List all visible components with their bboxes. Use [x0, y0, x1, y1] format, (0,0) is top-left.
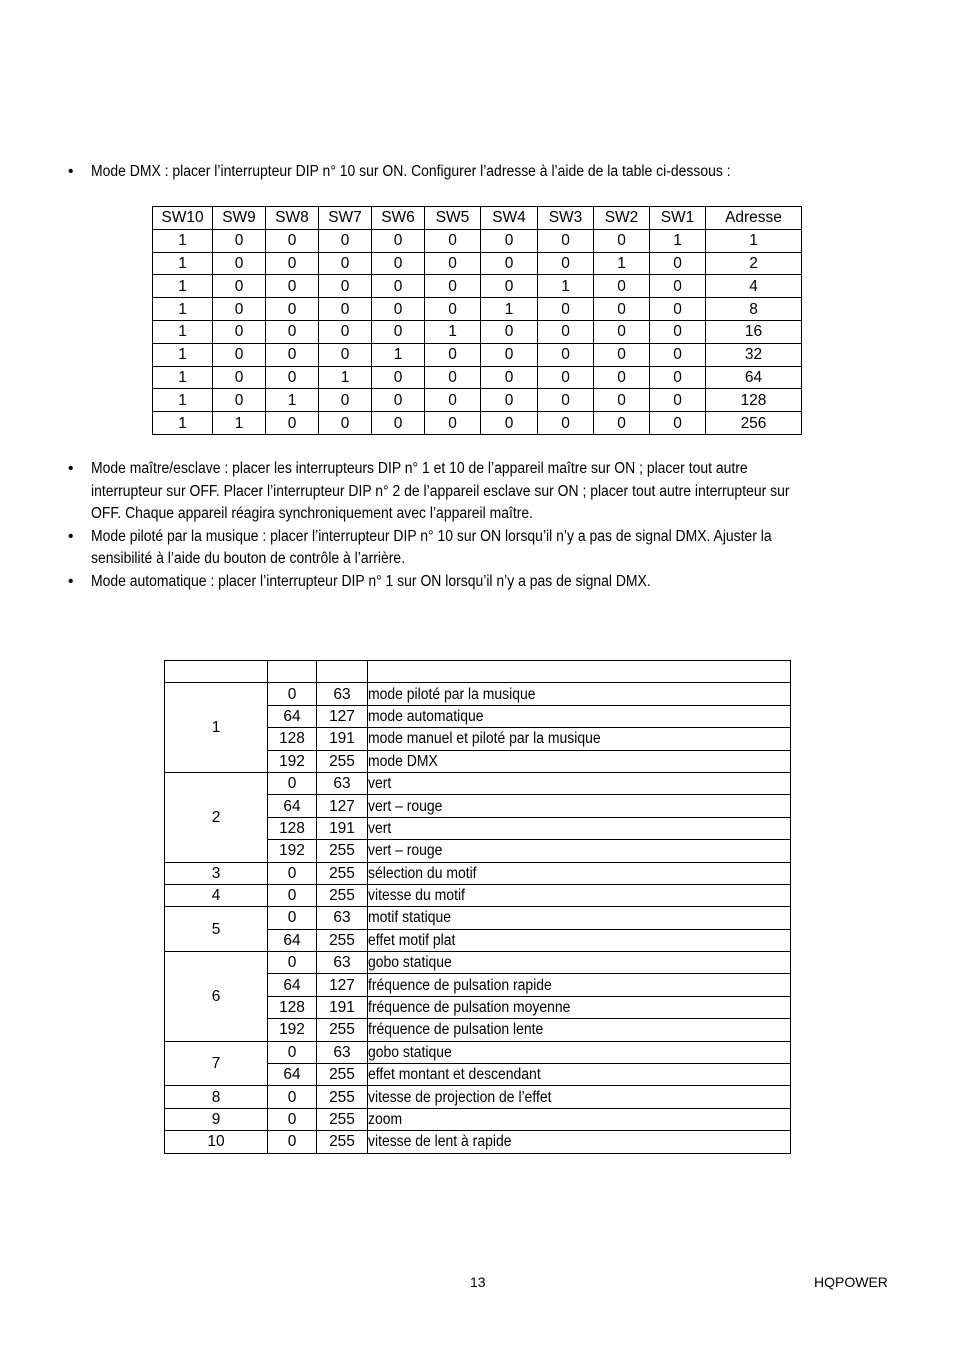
switch-cell: 0	[650, 320, 706, 343]
table-row	[153, 366, 802, 389]
channel-cell: 4	[165, 884, 268, 906]
column-header	[268, 661, 317, 683]
column-header: SW8	[266, 207, 319, 230]
range-from-cell: 64	[268, 795, 317, 817]
switch-cell: 0	[538, 366, 594, 389]
switch-cell: 0	[319, 412, 372, 435]
description-text: gobo statique	[368, 954, 452, 972]
description-cell	[368, 1019, 791, 1041]
table-row	[165, 1086, 791, 1108]
switch-cell: 0	[481, 252, 538, 275]
range-from-cell: 128	[268, 996, 317, 1018]
range-to-cell: 255	[317, 1131, 368, 1153]
channel-cell: 6	[165, 952, 268, 1042]
range-from-cell: 0	[268, 1131, 317, 1153]
description-cell	[368, 1108, 791, 1130]
column-header: SW10	[153, 207, 213, 230]
switch-cell: 0	[425, 389, 481, 412]
table-row	[165, 1041, 791, 1063]
switch-cell: 0	[372, 320, 425, 343]
switch-cell: 0	[372, 252, 425, 275]
switch-cell: 0	[650, 298, 706, 321]
range-to-cell: 255	[317, 1108, 368, 1130]
description-text: vitesse du motif	[368, 887, 465, 905]
bullet-symbol: •	[68, 460, 74, 477]
range-from-cell: 64	[268, 705, 317, 727]
description-cell	[368, 728, 791, 750]
switch-cell: 0	[481, 366, 538, 389]
bullet-text-line: Mode piloté par la musique : placer l’interrupteur DIP n° 10 sur ON lorsqu’il n’y a pas de signal DMX. Ajuster la	[91, 527, 772, 545]
description-cell	[368, 683, 791, 705]
switch-cell: 0	[213, 366, 266, 389]
table-row	[165, 683, 791, 705]
description-cell	[368, 795, 791, 817]
range-from-cell: 0	[268, 1041, 317, 1063]
description-cell	[368, 1086, 791, 1108]
table-row	[165, 1131, 791, 1153]
description-text: vert	[368, 775, 392, 793]
bullet-item	[66, 458, 896, 526]
switch-cell: 1	[650, 229, 706, 252]
column-header	[317, 661, 368, 683]
switch-cell: 0	[266, 298, 319, 321]
switch-cell: 0	[425, 275, 481, 298]
description-cell	[368, 1131, 791, 1153]
range-from-cell: 128	[268, 728, 317, 750]
address-cell: 16	[706, 320, 802, 343]
switch-cell: 0	[481, 389, 538, 412]
switch-cell: 0	[538, 320, 594, 343]
range-to-cell: 63	[317, 907, 368, 929]
table-row	[165, 884, 791, 906]
channel-cell: 7	[165, 1041, 268, 1086]
switch-cell: 0	[425, 229, 481, 252]
bullet-text-line: Mode maître/esclave : placer les interrupteurs DIP n° 1 et 10 de l’appareil maître sur ON ; placer tout autre	[91, 460, 748, 477]
switch-cell: 0	[594, 275, 650, 298]
switch-cell: 0	[594, 320, 650, 343]
switch-cell: 0	[372, 298, 425, 321]
dmx-mode-bullet	[66, 161, 896, 184]
column-header: SW2	[594, 207, 650, 230]
switch-cell: 0	[538, 298, 594, 321]
switch-cell: 1	[153, 252, 213, 275]
range-from-cell: 192	[268, 750, 317, 772]
switch-cell: 1	[153, 229, 213, 252]
range-to-cell: 191	[317, 996, 368, 1018]
column-header: SW9	[213, 207, 266, 230]
switch-cell: 1	[481, 298, 538, 321]
bullet-text-line: Mode automatique : placer l’interrupteur DIP n° 1 sur ON lorsqu’il n’y a pas de signal DMX.	[91, 572, 651, 590]
switch-cell: 1	[372, 343, 425, 366]
switch-cell: 0	[319, 389, 372, 412]
address-cell: 2	[706, 252, 802, 275]
switch-cell: 0	[319, 343, 372, 366]
description-cell	[368, 1064, 791, 1086]
description-cell	[368, 929, 791, 951]
switch-cell: 1	[153, 298, 213, 321]
address-cell: 1	[706, 229, 802, 252]
range-from-cell: 128	[268, 817, 317, 839]
column-header	[165, 661, 268, 683]
address-cell: 64	[706, 366, 802, 389]
switch-cell: 0	[213, 298, 266, 321]
bullet-symbol: •	[68, 572, 74, 590]
description-cell	[368, 772, 791, 794]
switch-cell: 0	[425, 343, 481, 366]
description-cell	[368, 750, 791, 772]
bullet-text-line: OFF. Chaque appareil réagira synchroniquement avec l’appareil maître.	[91, 505, 533, 522]
switch-cell: 1	[153, 320, 213, 343]
description-cell	[368, 705, 791, 727]
description-text: fréquence de pulsation rapide	[368, 976, 552, 994]
switch-cell: 0	[650, 252, 706, 275]
table-row	[153, 229, 802, 252]
description-text: effet montant et descendant	[368, 1066, 541, 1084]
switch-cell: 0	[538, 343, 594, 366]
switch-cell: 0	[425, 412, 481, 435]
switch-cell: 0	[425, 252, 481, 275]
range-to-cell: 255	[317, 750, 368, 772]
description-text: vert – rouge	[368, 797, 443, 815]
range-from-cell: 0	[268, 952, 317, 974]
channel-cell: 8	[165, 1086, 268, 1108]
switch-cell: 0	[319, 252, 372, 275]
description-text: mode piloté par la musique	[368, 685, 536, 703]
description-text: vert – rouge	[368, 842, 443, 860]
range-to-cell: 255	[317, 929, 368, 951]
dip-switch-table	[152, 206, 802, 435]
dmx-channel-table	[164, 660, 791, 1154]
switch-cell: 1	[266, 389, 319, 412]
switch-cell: 0	[266, 412, 319, 435]
description-text: vitesse de lent à rapide	[368, 1133, 512, 1151]
range-to-cell: 191	[317, 728, 368, 750]
switch-cell: 0	[319, 275, 372, 298]
switch-cell: 0	[481, 229, 538, 252]
description-text: gobo statique	[368, 1043, 452, 1061]
switch-cell: 0	[650, 412, 706, 435]
description-text: vert	[368, 819, 392, 837]
bullet-text: Mode DMX : placer l’interrupteur DIP n° 10 sur ON. Configurer l’adresse à l’aide de la table ci-dessous :	[91, 163, 731, 180]
channel-cell: 9	[165, 1108, 268, 1130]
range-to-cell: 255	[317, 1019, 368, 1041]
bullet-item	[66, 161, 896, 184]
range-from-cell: 192	[268, 840, 317, 862]
switch-cell: 0	[594, 389, 650, 412]
description-text: vitesse de projection de l’effet	[368, 1088, 552, 1106]
range-to-cell: 63	[317, 772, 368, 794]
description-cell	[368, 840, 791, 862]
range-to-cell: 63	[317, 1041, 368, 1063]
description-cell	[368, 884, 791, 906]
switch-cell: 0	[650, 275, 706, 298]
switch-cell: 0	[213, 343, 266, 366]
switch-cell: 0	[481, 412, 538, 435]
switch-cell: 0	[319, 298, 372, 321]
table-row	[153, 298, 802, 321]
address-cell: 128	[706, 389, 802, 412]
description-text: fréquence de pulsation lente	[368, 1021, 544, 1039]
switch-cell: 0	[650, 366, 706, 389]
range-to-cell: 255	[317, 1064, 368, 1086]
switch-cell: 0	[213, 275, 266, 298]
range-to-cell: 127	[317, 795, 368, 817]
bullet-item	[66, 571, 896, 594]
switch-cell: 0	[538, 412, 594, 435]
switch-cell: 0	[594, 366, 650, 389]
switch-cell: 0	[481, 275, 538, 298]
description-text: mode manuel et piloté par la musique	[368, 730, 601, 748]
range-to-cell: 255	[317, 1086, 368, 1108]
switch-cell: 0	[372, 389, 425, 412]
channel-cell: 2	[165, 772, 268, 862]
switch-cell: 1	[319, 366, 372, 389]
switch-cell: 0	[538, 252, 594, 275]
range-from-cell: 0	[268, 772, 317, 794]
switch-cell: 0	[319, 320, 372, 343]
range-from-cell: 0	[268, 683, 317, 705]
range-from-cell: 192	[268, 1019, 317, 1041]
table-row	[153, 252, 802, 275]
switch-cell: 0	[538, 389, 594, 412]
switch-cell: 0	[266, 252, 319, 275]
bullet-item	[66, 526, 896, 571]
switch-cell: 0	[594, 229, 650, 252]
column-header: SW5	[425, 207, 481, 230]
channel-cell: 3	[165, 862, 268, 884]
bullet-symbol: •	[68, 163, 74, 180]
range-to-cell: 255	[317, 862, 368, 884]
switch-cell: 1	[153, 366, 213, 389]
switch-cell: 0	[372, 412, 425, 435]
table-row	[165, 862, 791, 884]
switch-cell: 0	[266, 229, 319, 252]
table-row	[153, 343, 802, 366]
column-header: SW4	[481, 207, 538, 230]
table-row	[165, 1108, 791, 1130]
range-from-cell: 0	[268, 907, 317, 929]
range-from-cell: 0	[268, 1086, 317, 1108]
description-cell	[368, 862, 791, 884]
description-cell	[368, 907, 791, 929]
address-cell: 32	[706, 343, 802, 366]
page-number: 13	[470, 1274, 486, 1290]
switch-cell: 0	[266, 275, 319, 298]
table-row	[153, 275, 802, 298]
range-from-cell: 0	[268, 1108, 317, 1130]
description-cell	[368, 817, 791, 839]
switch-cell: 0	[213, 252, 266, 275]
description-cell	[368, 974, 791, 996]
description-cell	[368, 1041, 791, 1063]
range-to-cell: 127	[317, 974, 368, 996]
switch-cell: 0	[372, 366, 425, 389]
table-header-row	[153, 207, 802, 230]
range-to-cell: 63	[317, 952, 368, 974]
switch-cell: 1	[425, 320, 481, 343]
bullet-text-line: sensibilité à l’aide du bouton de contrôle à l’arrière.	[91, 550, 406, 567]
channel-cell: 10	[165, 1131, 268, 1153]
description-text: mode DMX	[368, 752, 438, 770]
range-from-cell: 64	[268, 1064, 317, 1086]
column-header: SW3	[538, 207, 594, 230]
range-from-cell: 64	[268, 929, 317, 951]
switch-cell: 0	[425, 366, 481, 389]
column-header: Adresse	[706, 207, 802, 230]
range-to-cell: 127	[317, 705, 368, 727]
switch-cell: 0	[594, 343, 650, 366]
switch-cell: 0	[213, 389, 266, 412]
footer-brand: HQPOWER	[814, 1274, 888, 1290]
bullet-symbol: •	[68, 527, 74, 545]
channel-cell: 5	[165, 907, 268, 952]
column-header: SW7	[319, 207, 372, 230]
address-cell: 256	[706, 412, 802, 435]
switch-cell: 0	[266, 366, 319, 389]
range-to-cell: 255	[317, 840, 368, 862]
address-cell: 8	[706, 298, 802, 321]
switch-cell: 0	[594, 412, 650, 435]
bullet-text-line: interrupteur sur OFF. Placer l’interrupteur DIP n° 2 de l’appareil esclave sur ON ; placer tout autre interrupteur sur	[91, 482, 790, 500]
switch-cell: 0	[650, 343, 706, 366]
range-from-cell: 0	[268, 884, 317, 906]
table-row	[153, 320, 802, 343]
switch-cell: 0	[594, 298, 650, 321]
switch-cell: 0	[213, 229, 266, 252]
range-to-cell: 191	[317, 817, 368, 839]
table-header-row	[165, 661, 791, 683]
description-text: mode automatique	[368, 707, 484, 725]
switch-cell: 0	[425, 298, 481, 321]
table-row	[165, 952, 791, 974]
switch-cell: 0	[372, 275, 425, 298]
mode-bullet-list	[66, 458, 896, 593]
switch-cell: 0	[372, 229, 425, 252]
switch-cell: 1	[153, 412, 213, 435]
description-text: effet motif plat	[368, 931, 456, 949]
switch-cell: 0	[213, 320, 266, 343]
column-header: SW6	[372, 207, 425, 230]
description-cell	[368, 952, 791, 974]
description-text: zoom	[368, 1111, 403, 1128]
table-row	[153, 412, 802, 435]
range-from-cell: 0	[268, 862, 317, 884]
switch-cell: 0	[266, 320, 319, 343]
switch-cell: 0	[650, 389, 706, 412]
range-to-cell: 63	[317, 683, 368, 705]
table-row	[165, 907, 791, 929]
column-header: SW1	[650, 207, 706, 230]
switch-cell: 0	[319, 229, 372, 252]
range-from-cell: 64	[268, 974, 317, 996]
switch-cell: 1	[538, 275, 594, 298]
switch-cell: 1	[153, 389, 213, 412]
range-to-cell: 255	[317, 884, 368, 906]
switch-cell: 0	[481, 343, 538, 366]
description-text: sélection du motif	[368, 864, 477, 882]
column-header	[368, 661, 791, 683]
switch-cell: 1	[153, 343, 213, 366]
switch-cell: 1	[213, 412, 266, 435]
switch-cell: 1	[594, 252, 650, 275]
description-text: fréquence de pulsation moyenne	[368, 999, 571, 1017]
switch-cell: 0	[266, 343, 319, 366]
table-row	[153, 389, 802, 412]
switch-cell: 1	[153, 275, 213, 298]
description-text: motif statique	[368, 909, 451, 927]
switch-cell: 0	[481, 320, 538, 343]
address-cell: 4	[706, 275, 802, 298]
table-row	[165, 772, 791, 794]
switch-cell: 0	[538, 229, 594, 252]
channel-cell: 1	[165, 683, 268, 773]
description-cell	[368, 996, 791, 1018]
